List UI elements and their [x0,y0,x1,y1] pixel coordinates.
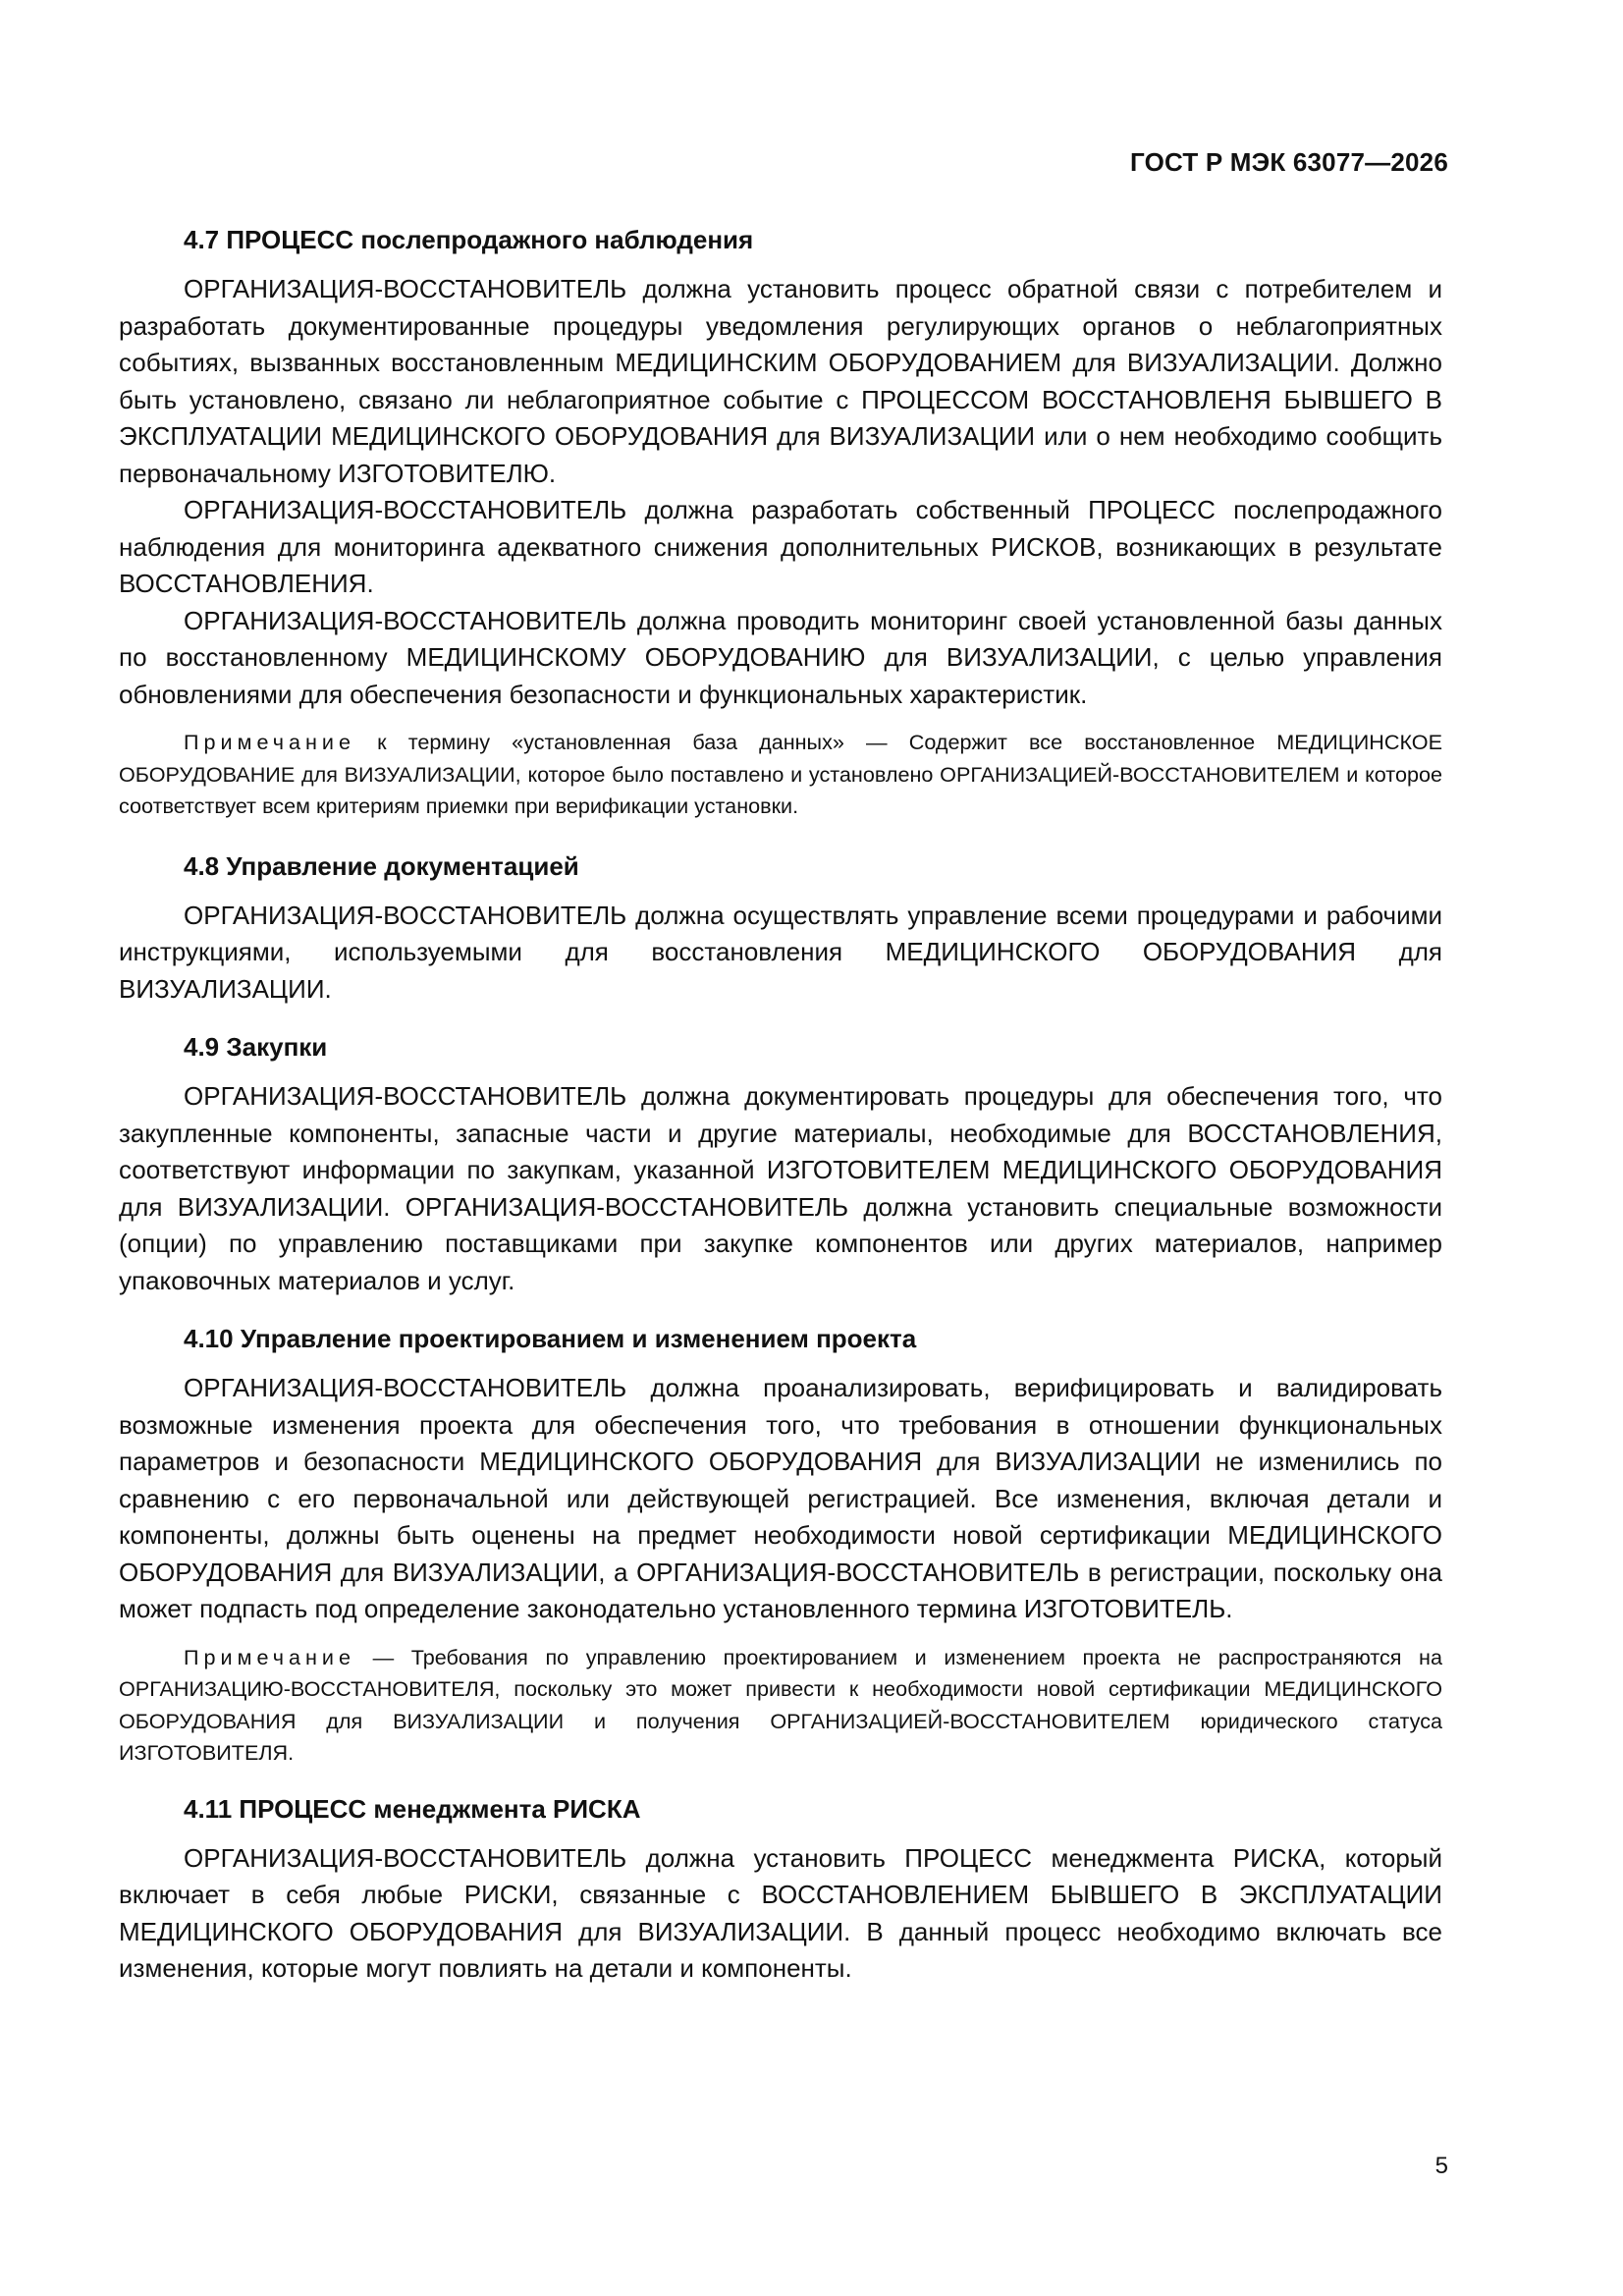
section-4-8 [119,848,1442,1009]
paragraph: ОРГАНИЗАЦИЯ-ВОССТАНОВИТЕЛЬ должна проводить мониторинг своей установленной базы данных по восстановленному МЕДИЦИНСКОМУ ОБОРУДОВАНИЮ для ВИЗУАЛИЗАЦИИ, с целью управления обновлениями для обеспечения безопасности и функциональных характеристик. [119,605,1442,709]
section-heading: 4.11 ПРОЦЕСС менеджмента РИСКА [184,1793,641,1824]
paragraph: ОРГАНИЗАЦИЯ-ВОССТАНОВИТЕЛЬ должна установить процесс обратной связи с потребителем и разработать документированные процедуры уведомления регулирующих органов о неблагоприятных событиях, вызванных восстановленным МЕДИЦИНСКИМ ОБОРУДОВАНИЕМ для ВИЗУАЛИЗАЦИИ. Должно быть установлено, связано ли неблагоприятное событие с ПРОЦЕССОМ ВОССТАНОВЛЕНЯ БЫВШЕГО В ЭКСПЛУАТАЦИИ МЕДИЦИНСКОГО ОБОРУДОВАНИЯ для ВИЗУАЛИЗАЦИИ или о нем необходимо сообщить первоначальному ИЗГОТОВИТЕЛЮ. [119,274,1442,488]
page-number: 5 [1434,2153,1448,2179]
paragraph: ОРГАНИЗАЦИЯ-ВОССТАНОВИТЕЛЬ должна документировать процедуры для обеспечения того, что закупленные компоненты, запасные части и другие материалы, необходимые для ВОССТАНОВЛЕНИЯ, соответствуют информации по закупкам, указанной ИЗГОТОВИТЕЛЕМ МЕДИЦИНСКОГО ОБОРУДОВАНИЯ для ВИЗУАЛИЗАЦИИ. ОРГАНИЗАЦИЯ-ВОССТАНОВИТЕЛЬ должна установить специальные возможности (опции) по управлению поставщиками при закупке компонентов или других материалов, например упаковочных материалов и услуг. [119,1081,1442,1295]
note-text: к термину «установленная база данных» — Содержит все восстановленное МЕДИЦИНСКОЕ ОБОРУДОВАНИЕ для ВИЗУАЛИЗАЦИИ, которое было поставлено и установлено ОРГАНИЗАЦИЕЙ-ВОССТАНОВИТЕЛЕМ и которое соответствует всем критериям приемки при верификации установки. [119,730,1442,818]
note-label: Примечание [184,1644,355,1669]
section-4-10 [119,1321,1442,1770]
note-label: Примечание [184,730,355,754]
section-heading: 4.7 ПРОЦЕСС послепродажного наблюдения [184,225,754,254]
section-4-11 [119,1791,1442,1988]
section-4-9 [119,1029,1442,1299]
section-heading: 4.10 Управление проектированием и изменением проекта [184,1324,917,1353]
note-text: — Требования по управлению проектированием и изменением проекта не распространяются на ОРГАНИЗАЦИЮ-ВОССТАНОВИТЕЛЯ, поскольку это может привести к необходимости новой сертификации МЕДИЦИНСКОГО ОБОРУДОВАНИЯ для ВИЗУАЛИЗАЦИИ и получения ОРГАНИЗАЦИЕЙ-ВОССТАНОВИТЕЛЕМ юридического статуса ИЗГОТОВИТЕЛЯ. [119,1644,1442,1765]
paragraph: ОРГАНИЗАЦИЯ-ВОССТАНОВИТЕЛЬ должна осуществлять управление всеми процедурами и рабочими инструкциями, используемыми для восстановления МЕДИЦИНСКОГО ОБОРУДОВАНИЯ для ВИЗУАЛИЗАЦИИ. [119,900,1442,1004]
document-body [119,222,1442,2009]
section-heading: 4.9 Закупки [184,1032,328,1062]
note [119,727,1442,823]
document-code-header: ГОСТ Р МЭК 63077—2026 [1129,147,1448,177]
paragraph: ОРГАНИЗАЦИЯ-ВОССТАНОВИТЕЛЬ должна проанализировать, верифицировать и валидировать возможные изменения проекта для обеспечения того, что требования в отношении функциональных параметров и безопасности МЕДИЦИНСКОГО ОБОРУДОВАНИЯ для ВИЗУАЛИЗАЦИИ не изменились по сравнению с его первоначальной или действующей регистрацией. Все изменения, включая детали и компоненты, должны быть оценены на предмет необходимости новой сертификации МЕДИЦИНСКОГО ОБОРУДОВАНИЯ для ВИЗУАЛИЗАЦИИ, а ОРГАНИЗАЦИЯ-ВОССТАНОВИТЕЛЬ в регистрации, поскольку она может подпасть под определение законодательно установленного термина ИЗГОТОВИТЕЛЬ. [119,1373,1442,1623]
section-heading: 4.8 Управление документацией [184,850,579,881]
section-4-7 [119,222,1442,823]
paragraph: ОРГАНИЗАЦИЯ-ВОССТАНОВИТЕЛЬ должна разработать собственный ПРОЦЕСС послепродажного наблюдения для мониторинга адекватного снижения дополнительных РИСКОВ, возникающих в результате ВОССТАНОВЛЕНИЯ. [119,495,1442,598]
note [119,1642,1442,1770]
paragraph: ОРГАНИЗАЦИЯ-ВОССТАНОВИТЕЛЬ должна установить ПРОЦЕСС менеджмента РИСКА, который включает в себя любые РИСКИ, связанные с ВОССТАНОВЛЕНИЕМ БЫВШЕГО В ЭКСПЛУАТАЦИИ МЕДИЦИНСКОГО ОБОРУДОВАНИЯ для ВИЗУАЛИЗАЦИИ. В данный процесс необходимо включать все изменения, которые могут повлиять на детали и компоненты. [119,1842,1442,1983]
